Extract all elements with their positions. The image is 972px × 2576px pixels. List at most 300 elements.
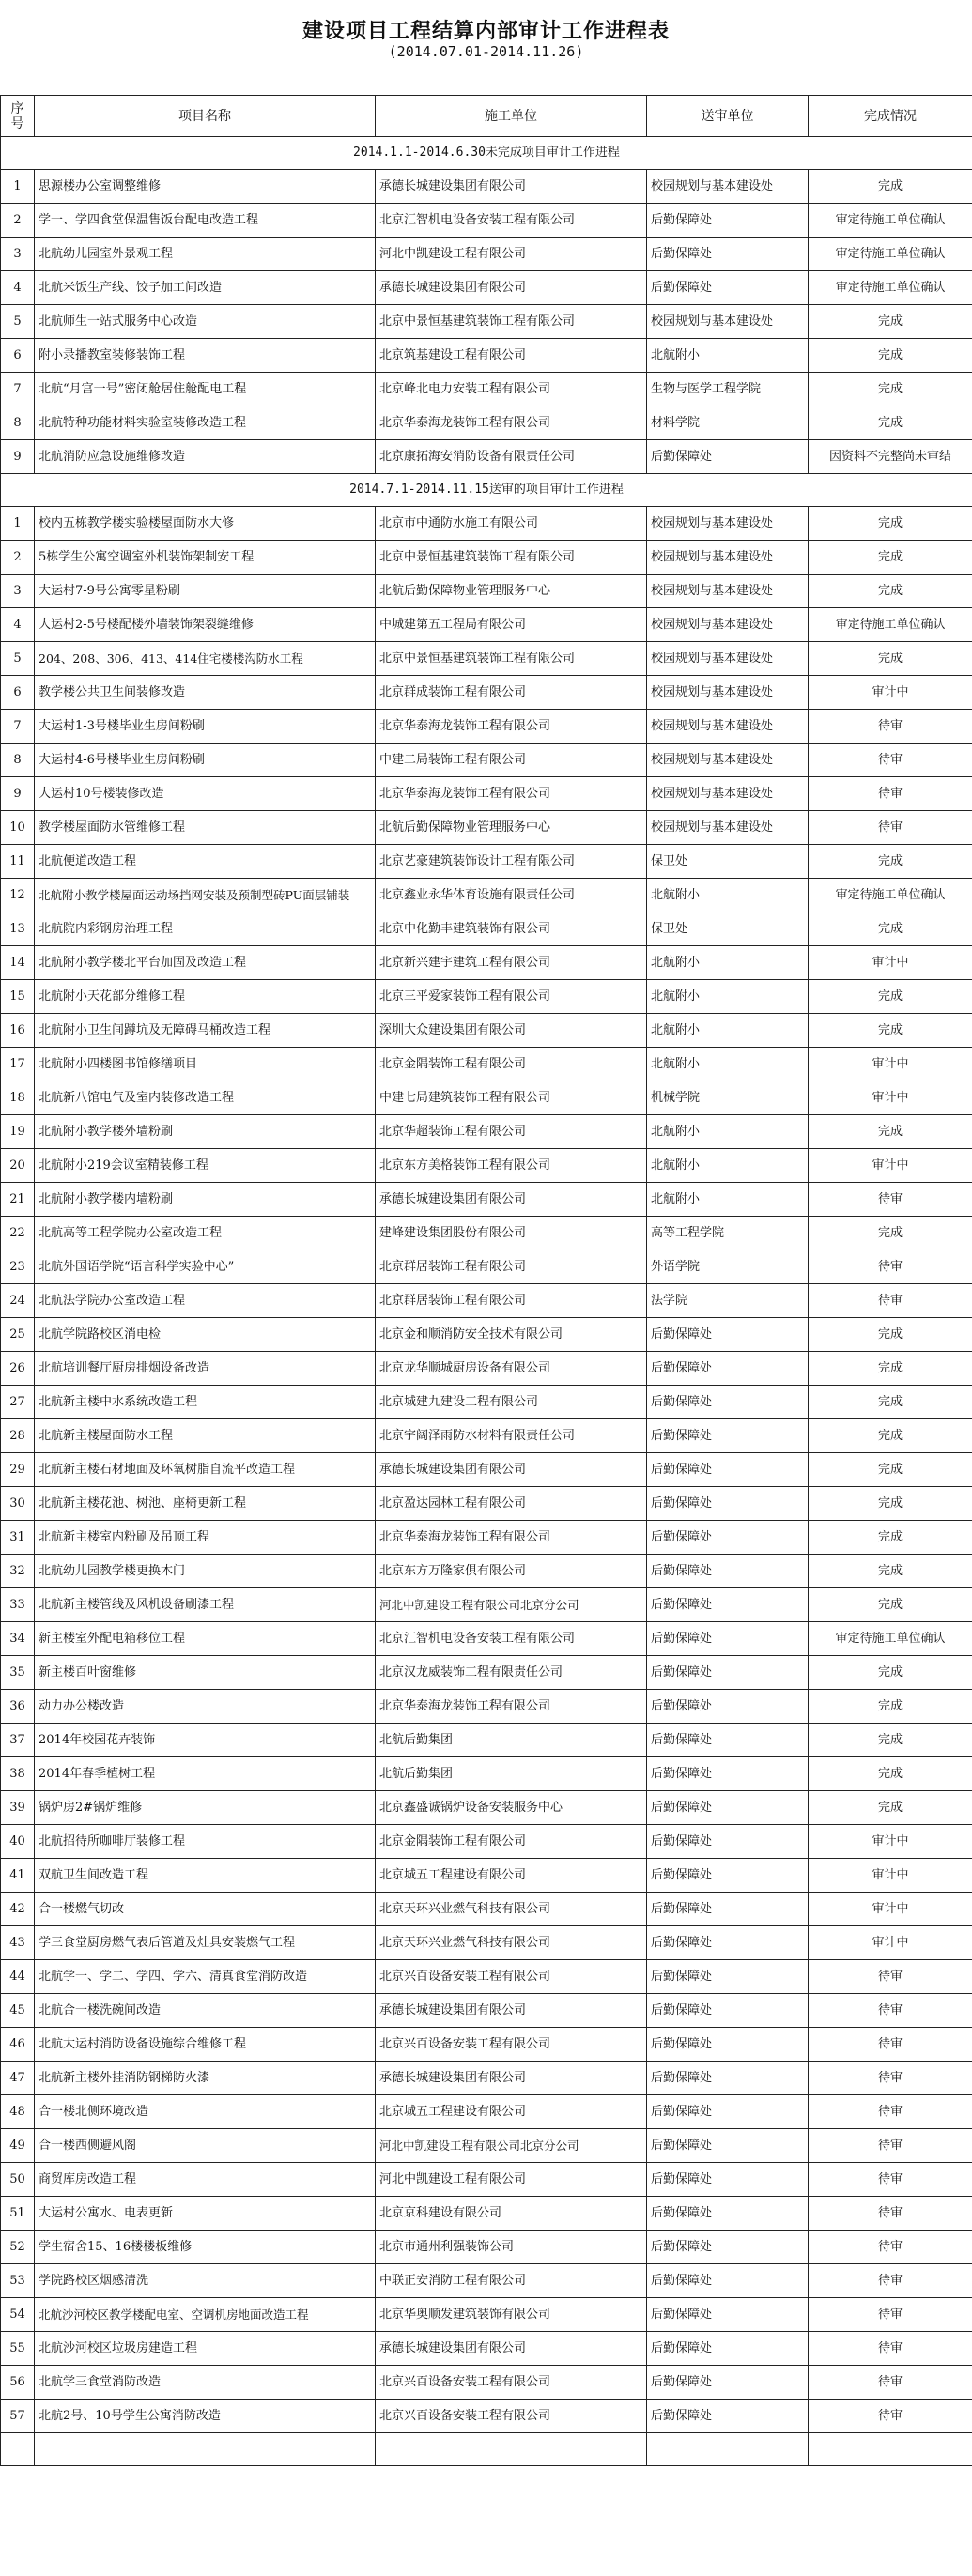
contractor-name: 北京康拓海安消防设备有限责任公司 [376,440,647,474]
contractor-name: 承德长城建设集团有限公司 [376,271,647,305]
table-row [1,1419,972,1453]
submitting-unit: 北航附小 [647,1048,809,1081]
submitting-unit: 外语学院 [647,1250,809,1284]
completion-status: 审定待施工单位确认 [809,879,972,912]
contractor-name: 承德长城建设集团有限公司 [376,2062,647,2095]
contractor-name: 北京中化勤丰建筑装饰有限公司 [376,912,647,946]
completion-status: 完成 [809,1555,972,1588]
completion-status: 审定待施工单位确认 [809,608,972,642]
section-header-row [1,474,972,507]
project-name: 北航高等工程学院办公室改造工程 [35,1217,376,1250]
table-row [1,1386,972,1419]
contractor-name: 北京天环兴业燃气科技有限公司 [376,1926,647,1960]
completion-status: 完成 [809,1690,972,1724]
row-number: 1 [1,170,35,204]
audit-progress-table [0,95,972,2466]
completion-status: 审计中 [809,1859,972,1893]
project-name: 学生宿舍15、16楼楼板维修 [35,2231,376,2264]
project-name: 新主楼室外配电箱移位工程 [35,1622,376,1656]
submitting-unit: 后勤保障处 [647,1352,809,1386]
completion-status: 审定待施工单位确认 [809,204,972,238]
contractor-name: 河北中凯建设工程有限公司北京分公司 [376,1588,647,1622]
completion-status: 完成 [809,339,972,373]
submitting-unit: 后勤保障处 [647,2400,809,2433]
table-row [1,170,972,204]
row-number: 6 [1,676,35,710]
completion-status: 待审 [809,1183,972,1217]
header-submitting-unit: 送审单位 [647,96,809,137]
table-row [1,2231,972,2264]
contractor-name: 北京华泰海龙装饰工程有限公司 [376,777,647,811]
submitting-unit: 校园规划与基本建设处 [647,541,809,575]
submitting-unit: 后勤保障处 [647,440,809,474]
contractor-name: 北航后勤保障物业管理服务中心 [376,811,647,845]
submitting-unit: 后勤保障处 [647,271,809,305]
completion-status: 待审 [809,1250,972,1284]
submitting-unit: 后勤保障处 [647,2332,809,2366]
table-row [1,2028,972,2062]
completion-status: 完成 [809,1791,972,1825]
row-number: 27 [1,1386,35,1419]
row-number: 50 [1,2163,35,2197]
submitting-unit: 后勤保障处 [647,2264,809,2298]
project-name: 北航学院路校区消电检 [35,1318,376,1352]
contractor-name: 北京汉龙威装饰工程有限责任公司 [376,1656,647,1690]
contractor-name: 建峰建设集团股份有限公司 [376,1217,647,1250]
row-number: 15 [1,980,35,1014]
row-number: 8 [1,406,35,440]
completion-status: 完成 [809,980,972,1014]
table-row [1,1318,972,1352]
table-row [1,1893,972,1926]
project-name: 北航新主楼管线及风机设备刷漆工程 [35,1588,376,1622]
contractor-name: 北航后勤集团 [376,1724,647,1757]
submitting-unit: 后勤保障处 [647,1622,809,1656]
submitting-unit: 后勤保障处 [647,1926,809,1960]
contractor-name: 北京金和顺消防安全技术有限公司 [376,1318,647,1352]
completion-status: 审定待施工单位确认 [809,238,972,271]
project-name: 北航外国语学院“语言科学实验中心” [35,1250,376,1284]
row-number: 51 [1,2197,35,2231]
table-row [1,406,972,440]
project-name: 北航附小四楼图书馆修缮项目 [35,1048,376,1081]
contractor-name: 深圳大众建设集团有限公司 [376,1014,647,1048]
submitting-unit: 后勤保障处 [647,1893,809,1926]
contractor-name: 北京龙华顺城厨房设备有限公司 [376,1352,647,1386]
row-number: 13 [1,912,35,946]
completion-status: 待审 [809,2129,972,2163]
table-row [1,305,972,339]
contractor-name: 承德长城建设集团有限公司 [376,1453,647,1487]
completion-status: 完成 [809,1453,972,1487]
project-name: 2014年春季植树工程 [35,1757,376,1791]
submitting-unit: 后勤保障处 [647,1419,809,1453]
project-name: 合一楼西侧避风阁 [35,2129,376,2163]
submitting-unit: 北航附小 [647,946,809,980]
project-name: 204、208、306、413、414住宅楼楼沟防水工程 [35,642,376,676]
table-row [1,845,972,879]
project-name: 北航沙河校区教学楼配电室、空调机房地面改造工程 [35,2298,376,2332]
completion-status: 完成 [809,1588,972,1622]
row-number: 17 [1,1048,35,1081]
completion-status: 完成 [809,541,972,575]
row-number: 40 [1,1825,35,1859]
table-row [1,575,972,608]
table-row [1,1825,972,1859]
project-name: 北航大运村消防设备设施综合维修工程 [35,2028,376,2062]
project-name: 北航招待所咖啡厅装修工程 [35,1825,376,1859]
table-row [1,1791,972,1825]
contractor-name: 北京东方万隆家俱有限公司 [376,1555,647,1588]
table-row [1,946,972,980]
completion-status: 完成 [809,170,972,204]
contractor-name: 北京金隅装饰工程有限公司 [376,1825,647,1859]
header-contractor: 施工单位 [376,96,647,137]
completion-status: 完成 [809,1318,972,1352]
row-number: 8 [1,744,35,777]
submitting-unit: 后勤保障处 [647,2129,809,2163]
project-name: 北航特种功能材料实验室装修改造工程 [35,406,376,440]
completion-status: 待审 [809,1284,972,1318]
submitting-unit: 北航附小 [647,1014,809,1048]
project-name: 北航消防应急设施维修改造 [35,440,376,474]
row-number: 35 [1,1656,35,1690]
project-name: 教学楼公共卫生间装修改造 [35,676,376,710]
contractor-name: 中城建第五工程局有限公司 [376,608,647,642]
contractor-name: 北京群居装饰工程有限公司 [376,1284,647,1318]
completion-status: 待审 [809,710,972,744]
table-row [1,2062,972,2095]
contractor-name: 北京鑫盛诚锅炉设备安装服务中心 [376,1791,647,1825]
contractor-name: 承德长城建设集团有限公司 [376,170,647,204]
row-number: 26 [1,1352,35,1386]
completion-status: 待审 [809,2197,972,2231]
contractor-name: 北京中景恒基建筑装饰工程有限公司 [376,541,647,575]
table-row [1,204,972,238]
row-number: 7 [1,710,35,744]
submitting-unit: 后勤保障处 [647,2298,809,2332]
project-name: 大运村2-5号楼配楼外墙装饰架裂缝维修 [35,608,376,642]
row-number: 18 [1,1081,35,1115]
contractor-name: 北京华泰海龙装饰工程有限公司 [376,1690,647,1724]
contractor-name: 北京华奥顺发建筑装饰有限公司 [376,2298,647,2332]
row-number: 44 [1,1960,35,1994]
row-number: 14 [1,946,35,980]
table-row [1,2332,972,2366]
completion-status: 完成 [809,1115,972,1149]
submitting-unit: 北航附小 [647,1149,809,1183]
project-name: 北航附小教学楼北平台加固及改造工程 [35,946,376,980]
submitting-unit: 北航附小 [647,1183,809,1217]
completion-status: 待审 [809,1960,972,1994]
row-number: 48 [1,2095,35,2129]
submitting-unit: 后勤保障处 [647,1386,809,1419]
completion-status: 审计中 [809,1149,972,1183]
row-number: 56 [1,2366,35,2400]
submitting-unit: 校园规划与基本建设处 [647,507,809,541]
submitting-unit: 后勤保障处 [647,238,809,271]
submitting-unit: 法学院 [647,1284,809,1318]
submitting-unit: 后勤保障处 [647,1318,809,1352]
contractor-name: 北航后勤保障物业管理服务中心 [376,575,647,608]
table-row [1,1555,972,1588]
table-row [1,1352,972,1386]
submitting-unit: 机械学院 [647,1081,809,1115]
submitting-unit: 后勤保障处 [647,1825,809,1859]
table-row [1,1250,972,1284]
table-row [1,339,972,373]
completion-status: 完成 [809,1757,972,1791]
table-row [1,744,972,777]
submitting-unit: 校园规划与基本建设处 [647,676,809,710]
completion-status: 完成 [809,373,972,406]
project-name: 北航新主楼室内粉刷及吊顶工程 [35,1521,376,1555]
submitting-unit: 北航附小 [647,1115,809,1149]
contractor-name: 北京新兴建宇建筑工程有限公司 [376,946,647,980]
project-name: 北航米饭生产线、饺子加工间改造 [35,271,376,305]
completion-status: 待审 [809,2400,972,2433]
completion-status: 待审 [809,2332,972,2366]
project-name: 北航院内彩钢房治理工程 [35,912,376,946]
submitting-unit: 后勤保障处 [647,1555,809,1588]
project-name: 大运村1-3号楼毕业生房间粉刷 [35,710,376,744]
table-row [1,1724,972,1757]
table-row [1,2264,972,2298]
submitting-unit: 后勤保障处 [647,2062,809,2095]
table-row [1,811,972,845]
table-row [1,1149,972,1183]
contractor-name: 河北中凯建设工程有限公司北京分公司 [376,2129,647,2163]
project-name: 5栋学生公寓空调室外机装饰架制安工程 [35,541,376,575]
row-number: 43 [1,1926,35,1960]
submitting-unit: 后勤保障处 [647,1859,809,1893]
contractor-name: 北京京科建设有限公司 [376,2197,647,2231]
row-number: 55 [1,2332,35,2366]
submitting-unit: 北航附小 [647,980,809,1014]
submitting-unit: 后勤保障处 [647,1588,809,1622]
table-row [1,271,972,305]
completion-status: 完成 [809,1521,972,1555]
row-number: 5 [1,642,35,676]
project-name: 双航卫生间改造工程 [35,1859,376,1893]
table-row [1,912,972,946]
completion-status: 审计中 [809,1926,972,1960]
row-number: 2 [1,204,35,238]
submitting-unit: 校园规划与基本建设处 [647,811,809,845]
row-number: 57 [1,2400,35,2433]
project-name: 合一楼燃气切改 [35,1893,376,1926]
contractor-name: 北京金隅装饰工程有限公司 [376,1048,647,1081]
project-name: 北航幼儿园教学楼更换木门 [35,1555,376,1588]
submitting-unit: 校园规划与基本建设处 [647,608,809,642]
submitting-unit: 后勤保障处 [647,1757,809,1791]
row-number: 10 [1,811,35,845]
document-date-range: (2014.07.01-2014.11.26) [388,43,584,60]
project-name: 北航幼儿园室外景观工程 [35,238,376,271]
submitting-unit: 高等工程学院 [647,1217,809,1250]
project-name: 北航培训餐厅厨房排烟设备改造 [35,1352,376,1386]
project-name: 大运村公寓水、电表更新 [35,2197,376,2231]
table-row [1,1588,972,1622]
row-number: 37 [1,1724,35,1757]
section-header-row [1,137,972,170]
table-row [1,1960,972,1994]
row-number: 31 [1,1521,35,1555]
completion-status: 待审 [809,2366,972,2400]
project-name: 北航新主楼石材地面及环氧树脂自流平改造工程 [35,1453,376,1487]
completion-status: 待审 [809,2264,972,2298]
completion-status: 完成 [809,912,972,946]
submitting-unit: 后勤保障处 [647,2028,809,2062]
row-number: 28 [1,1419,35,1453]
submitting-unit: 后勤保障处 [647,1453,809,1487]
project-name: 北航附小卫生间蹲坑及无障碍马桶改造工程 [35,1014,376,1048]
empty-row [1,2433,972,2466]
row-number: 9 [1,777,35,811]
contractor-name: 北京盈达园林工程有限公司 [376,1487,647,1521]
header-project: 项目名称 [35,96,376,137]
project-name: 北航便道改造工程 [35,845,376,879]
project-name: 北航2号、10号学生公寓消防改造 [35,2400,376,2433]
submitting-unit: 校园规划与基本建设处 [647,305,809,339]
contractor-name: 北京城五工程建设有限公司 [376,2095,647,2129]
completion-status: 完成 [809,845,972,879]
table-row [1,1690,972,1724]
table-row [1,1859,972,1893]
row-number: 54 [1,2298,35,2332]
table-row [1,1757,972,1791]
table-row [1,1115,972,1149]
contractor-name: 北京艺豪建筑装饰设计工程有限公司 [376,845,647,879]
table-row [1,2095,972,2129]
row-number: 4 [1,608,35,642]
submitting-unit: 北航附小 [647,339,809,373]
row-number: 24 [1,1284,35,1318]
table-row [1,1217,972,1250]
contractor-name: 北京兴百设备安装工程有限公司 [376,2028,647,2062]
submitting-unit: 后勤保障处 [647,204,809,238]
contractor-name: 北京华泰海龙装饰工程有限公司 [376,710,647,744]
project-name: 北航沙河校区垃圾房建造工程 [35,2332,376,2366]
completion-status: 完成 [809,1656,972,1690]
project-name: 2014年校园花卉装饰 [35,1724,376,1757]
submitting-unit: 后勤保障处 [647,1656,809,1690]
row-number: 42 [1,1893,35,1926]
project-name: 北航附小天花部分维修工程 [35,980,376,1014]
contractor-name: 北航后勤集团 [376,1757,647,1791]
table-row [1,1014,972,1048]
row-number: 25 [1,1318,35,1352]
project-name: 动力办公楼改造 [35,1690,376,1724]
completion-status: 因资料不完整尚未审结 [809,440,972,474]
project-name: 学三食堂厨房燃气表后管道及灶具安装燃气工程 [35,1926,376,1960]
completion-status: 完成 [809,1419,972,1453]
submitting-unit: 校园规划与基本建设处 [647,170,809,204]
completion-status: 待审 [809,777,972,811]
submitting-unit: 校园规划与基本建设处 [647,777,809,811]
contractor-name: 北京筑基建设工程有限公司 [376,339,647,373]
header-no: 序号 [1,96,35,137]
completion-status: 审计中 [809,1048,972,1081]
table-body [1,137,972,2466]
row-number: 21 [1,1183,35,1217]
table-row [1,1487,972,1521]
table-row [1,373,972,406]
project-name: 北航附小教学楼内墙粉刷 [35,1183,376,1217]
submitting-unit: 后勤保障处 [647,1791,809,1825]
completion-status: 完成 [809,642,972,676]
table-row [1,2298,972,2332]
row-number: 53 [1,2264,35,2298]
submitting-unit: 后勤保障处 [647,2197,809,2231]
table-row [1,1048,972,1081]
contractor-name: 北京中景恒基建筑装饰工程有限公司 [376,305,647,339]
row-number: 46 [1,2028,35,2062]
row-number: 47 [1,2062,35,2095]
table-row [1,2400,972,2433]
project-name: 学一、学四食堂保温售饭台配电改造工程 [35,204,376,238]
completion-status: 待审 [809,2163,972,2197]
contractor-name: 北京市中通防水施工有限公司 [376,507,647,541]
submitting-unit: 北航附小 [647,879,809,912]
submitting-unit: 校园规划与基本建设处 [647,710,809,744]
row-number: 9 [1,440,35,474]
contractor-name: 北京峰北电力安装工程有限公司 [376,373,647,406]
submitting-unit: 后勤保障处 [647,1487,809,1521]
completion-status: 待审 [809,1994,972,2028]
table-row [1,642,972,676]
submitting-unit: 后勤保障处 [647,2163,809,2197]
completion-status: 完成 [809,1352,972,1386]
completion-status: 完成 [809,507,972,541]
project-name: 北航附小教学楼屋面运动场挡网安装及预制型砖PU面层铺装 [35,879,376,912]
submitting-unit: 校园规划与基本建设处 [647,744,809,777]
project-name: 北航合一楼洗碗间改造 [35,1994,376,2028]
project-name: 北航师生一站式服务中心改造 [35,305,376,339]
row-number: 1 [1,507,35,541]
table-row [1,2163,972,2197]
submitting-unit: 校园规划与基本建设处 [647,575,809,608]
project-name: 教学楼屋面防水管维修工程 [35,811,376,845]
completion-status: 待审 [809,2095,972,2129]
project-name: 附小录播教室装修装饰工程 [35,339,376,373]
table-row [1,676,972,710]
contractor-name: 北京群成装饰工程有限公司 [376,676,647,710]
empty-cell [35,2433,376,2466]
contractor-name: 中联正安消防工程有限公司 [376,2264,647,2298]
document-title: 建设项目工程结算内部审计工作进程表 [301,19,670,43]
submitting-unit: 后勤保障处 [647,2366,809,2400]
submitting-unit: 后勤保障处 [647,1521,809,1555]
completion-status: 完成 [809,1487,972,1521]
completion-status: 待审 [809,2231,972,2264]
empty-cell [809,2433,972,2466]
contractor-name: 北京城五工程建设有限公司 [376,1859,647,1893]
completion-status: 审计中 [809,1893,972,1926]
project-name: 合一楼北侧环境改造 [35,2095,376,2129]
contractor-name: 承德长城建设集团有限公司 [376,1183,647,1217]
contractor-name: 承德长城建设集团有限公司 [376,2332,647,2366]
project-name: 新主楼百叶窗维修 [35,1656,376,1690]
completion-status: 待审 [809,811,972,845]
table-row [1,879,972,912]
table-row [1,1622,972,1656]
submitting-unit: 后勤保障处 [647,2231,809,2264]
contractor-name: 北京宇阔泽雨防水材料有限责任公司 [376,1419,647,1453]
project-name: 北航新主楼花池、树池、座椅更新工程 [35,1487,376,1521]
completion-status: 待审 [809,744,972,777]
submitting-unit: 生物与医学工程学院 [647,373,809,406]
